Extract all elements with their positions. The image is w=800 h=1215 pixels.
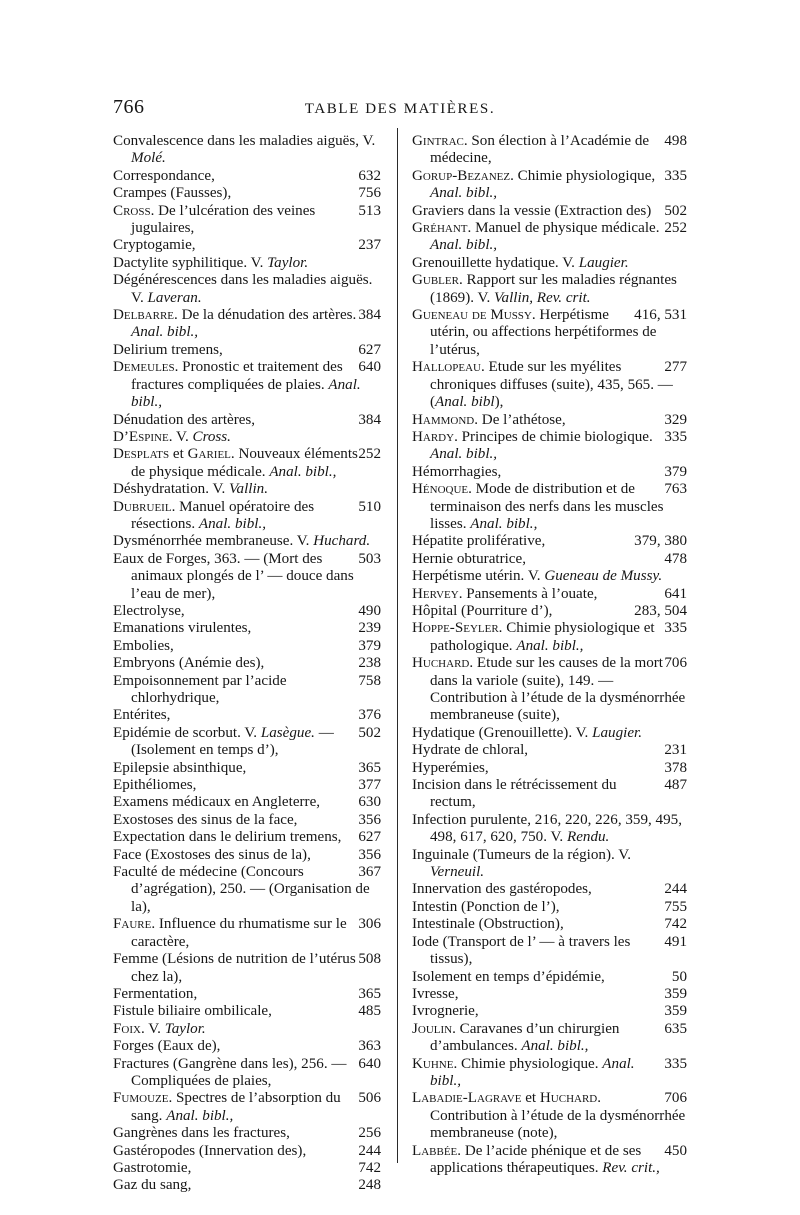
index-column-left bbox=[113, 133, 381, 1195]
index-entry bbox=[113, 1143, 381, 1160]
entry-text: ), bbox=[494, 394, 504, 411]
index-entry bbox=[113, 237, 381, 254]
entry-page-ref: 742 bbox=[664, 916, 687, 933]
index-entry bbox=[412, 1003, 687, 1020]
index-entry bbox=[412, 586, 687, 603]
index-entry bbox=[113, 725, 381, 760]
entry-text: Fistule biliaire ombilicale, bbox=[113, 1003, 272, 1020]
index-entry bbox=[113, 1177, 381, 1194]
entry-page-ref: 359 bbox=[664, 1003, 687, 1020]
entry-page-ref: 239 bbox=[358, 620, 381, 637]
index-entry bbox=[113, 916, 381, 951]
index-entry bbox=[412, 1090, 687, 1142]
entry-page-ref: 329 bbox=[664, 411, 687, 428]
entry-page-ref: 506 bbox=[358, 1090, 381, 1107]
entry-author: Labbée bbox=[412, 1142, 458, 1159]
entry-text: Embolies, bbox=[113, 637, 174, 654]
entry-text: . Spectres de l’absorption du sang. bbox=[131, 1090, 341, 1124]
running-head: TABLE DES MATIÈRES. bbox=[304, 101, 496, 117]
entry-author: Gariel bbox=[187, 446, 231, 463]
index-entry bbox=[113, 655, 381, 672]
entry-text: Emanations virulentes, bbox=[113, 620, 252, 637]
entry-author: Hardy bbox=[412, 428, 455, 445]
entry-page-ref: 450 bbox=[664, 1142, 687, 1159]
entry-page-ref: 379 bbox=[358, 637, 381, 654]
entry-author: Gorup-Bezanez bbox=[412, 167, 511, 184]
entry-page-ref: 416, 531 bbox=[634, 307, 687, 324]
entry-page-ref: 641 bbox=[664, 585, 687, 602]
entry-text: Convalescence dans les maladies aiguës, V. bbox=[113, 133, 376, 149]
index-entry bbox=[412, 620, 687, 655]
index-entry bbox=[113, 412, 381, 429]
entry-page-ref: 758 bbox=[358, 672, 381, 689]
index-entry bbox=[113, 673, 381, 708]
entry-page-ref: 755 bbox=[664, 898, 687, 915]
index-entry bbox=[412, 272, 687, 307]
entry-text: Hydatique (Grenouillette). V. bbox=[412, 724, 593, 741]
index-entry bbox=[412, 168, 687, 203]
entry-text: . Etude sur les causes de la mort dans la variole (suite), 149. — Contribution à l’étude de la dysménorrhée membraneuse (suite), bbox=[430, 655, 686, 724]
index-entry bbox=[113, 272, 381, 307]
index-entry bbox=[113, 986, 381, 1003]
entry-text: Anal. bibl., bbox=[269, 463, 337, 480]
entry-text: Hépatite proliférative, bbox=[412, 533, 546, 550]
index-entry bbox=[412, 812, 687, 847]
index-entry bbox=[113, 342, 381, 359]
entry-text: Cross. bbox=[192, 428, 231, 445]
entry-page-ref: 231 bbox=[664, 742, 687, 759]
entry-author: Fumouze bbox=[113, 1090, 169, 1107]
entry-text: Hyperémies, bbox=[412, 759, 489, 776]
entry-author: Hervey bbox=[412, 585, 459, 602]
entry-text: Laveran. bbox=[147, 289, 202, 306]
entry-text: Epidémie de scorbut. V. bbox=[113, 724, 261, 741]
entry-page-ref: 630 bbox=[358, 794, 381, 811]
index-entry bbox=[412, 742, 687, 759]
index-entry bbox=[113, 638, 381, 655]
entry-author: Faure bbox=[113, 916, 152, 933]
entry-text: . Caravanes d’un chirurgien d’ambulances. bbox=[430, 1020, 620, 1055]
entry-text: . Etude sur les myélites chroniques diffuses (suite), 435, 565. — ( bbox=[430, 359, 673, 411]
entry-text: Dégénérescences dans les maladies aiguës. V. bbox=[113, 272, 373, 306]
entry-text: Femme (Lésions de nutrition de l’utérus chez la), bbox=[113, 951, 356, 985]
entry-text: et bbox=[521, 1090, 540, 1107]
entry-text: Hernie obturatrice, bbox=[412, 550, 526, 567]
entry-text: . Mode de distribution et de terminaison des nerfs dans les muscles lisses. bbox=[430, 481, 664, 532]
entry-text: . De la dénudation des artères. bbox=[174, 307, 357, 324]
entry-page-ref: 365 bbox=[358, 759, 381, 776]
entry-author: Demeules bbox=[113, 359, 175, 376]
entry-text: Anal. bibl., bbox=[131, 324, 199, 341]
entry-page-ref: 367 bbox=[358, 864, 381, 881]
entry-page-ref: 490 bbox=[358, 602, 381, 619]
entry-page-ref: 335 bbox=[664, 620, 687, 637]
index-entry bbox=[412, 969, 687, 986]
entry-page-ref: 503 bbox=[358, 550, 381, 567]
index-entry bbox=[113, 707, 381, 724]
index-entry bbox=[113, 812, 381, 829]
entry-text: Gastrotomie, bbox=[113, 1159, 192, 1176]
entry-page-ref: 244 bbox=[358, 1142, 381, 1159]
entry-author: Gréhant bbox=[412, 220, 468, 237]
index-entry bbox=[412, 899, 687, 916]
entry-text: Gastéropodes (Innervation des), bbox=[113, 1142, 307, 1159]
entry-page-ref: 377 bbox=[358, 777, 381, 794]
entry-page-ref: 502 bbox=[664, 202, 687, 219]
entry-text: Molé. bbox=[131, 150, 166, 167]
entry-text: Iode (Transport de l’ — à travers les tissus), bbox=[412, 933, 631, 968]
entry-text: . De l’athétose, bbox=[474, 411, 566, 428]
index-entry bbox=[412, 934, 687, 969]
entry-text: Epithéliomes, bbox=[113, 777, 197, 794]
entry-text: Vallin, Rev. crit. bbox=[494, 289, 591, 306]
entry-author: Hallopeau bbox=[412, 359, 481, 376]
index-entry bbox=[113, 760, 381, 777]
entry-text: Epilepsie absinthique, bbox=[113, 759, 247, 776]
entry-page-ref: 238 bbox=[358, 655, 381, 672]
entry-text: Rev. crit., bbox=[602, 1159, 660, 1176]
entry-text: . Pronostic et traitement des fractures compliquées de plaies. bbox=[131, 359, 343, 393]
entry-text: . Manuel opératoire des résections. bbox=[131, 498, 315, 532]
index-entry bbox=[412, 464, 687, 481]
entry-page-ref: 283, 504 bbox=[634, 602, 687, 619]
entry-author: Cross bbox=[113, 202, 151, 219]
entry-text: . Influence du rhumatisme sur le caractère, bbox=[131, 916, 347, 950]
index-entry bbox=[113, 481, 381, 498]
entry-text: Déshydratation. V. bbox=[113, 481, 229, 498]
index-entry bbox=[412, 725, 687, 742]
entry-text: . Son élection à l’Académie de médecine, bbox=[430, 133, 650, 167]
entry-page-ref: 485 bbox=[358, 1003, 381, 1020]
entry-text: Anal. bibl., bbox=[198, 515, 266, 532]
index-entry bbox=[113, 847, 381, 864]
entry-text: Grenouillette hydatique. V. bbox=[412, 254, 579, 271]
entry-author: Hoppe-Seyler bbox=[412, 620, 499, 637]
entry-text: Hôpital (Pourriture d’), bbox=[412, 602, 553, 619]
entry-page-ref: 237 bbox=[358, 237, 381, 254]
entry-text: Isolement en temps d’épidémie, bbox=[412, 968, 605, 985]
index-entry bbox=[113, 1003, 381, 1020]
entry-text: Crampes (Fausses), bbox=[113, 185, 232, 202]
entry-text: Hydrate de chloral, bbox=[412, 742, 529, 759]
index-entry bbox=[412, 220, 687, 255]
entry-page-ref: 491 bbox=[664, 933, 687, 950]
entry-page-ref: 335 bbox=[664, 167, 687, 184]
entry-author: Gubler bbox=[412, 272, 459, 289]
entry-page-ref: 356 bbox=[358, 811, 381, 828]
entry-page-ref: 513 bbox=[358, 202, 381, 219]
entry-text: . V. bbox=[140, 1020, 165, 1037]
index-entry bbox=[412, 203, 687, 220]
index-entry bbox=[113, 168, 381, 185]
entry-author: D’Espine bbox=[113, 428, 169, 445]
entry-page-ref: 356 bbox=[358, 846, 381, 863]
index-entry bbox=[113, 1125, 381, 1142]
entry-text: . Pansements à l’ouate, bbox=[458, 585, 598, 602]
index-entry bbox=[412, 655, 687, 725]
entry-page-ref: 640 bbox=[358, 359, 381, 376]
index-entry bbox=[113, 951, 381, 986]
entry-page-ref: 252 bbox=[358, 446, 381, 463]
entry-page-ref: 706 bbox=[664, 655, 687, 672]
entry-text: Delirium tremens, bbox=[113, 341, 223, 358]
index-entry bbox=[412, 307, 687, 359]
index-entry bbox=[412, 481, 687, 533]
entry-page-ref: 756 bbox=[358, 185, 381, 202]
entry-page-ref: 379, 380 bbox=[634, 533, 687, 550]
entry-text: et bbox=[169, 446, 188, 463]
entry-page-ref: 365 bbox=[358, 985, 381, 1002]
index-entry bbox=[113, 1038, 381, 1055]
index-entry bbox=[412, 359, 687, 411]
entry-text: Anal. bibl., bbox=[516, 637, 584, 654]
entry-text: Intestinale (Obstruction), bbox=[412, 916, 564, 933]
index-entry bbox=[113, 603, 381, 620]
entry-text: Taylor. bbox=[267, 254, 309, 271]
entry-page-ref: 510 bbox=[358, 498, 381, 515]
entry-text: Exostoses des sinus de la face, bbox=[113, 811, 298, 828]
page-number: 766 bbox=[113, 96, 145, 118]
entry-text: Laugier. bbox=[592, 724, 643, 741]
entry-text: Anal. bibl., bbox=[430, 185, 498, 202]
index-entry bbox=[412, 777, 687, 812]
entry-text: Lasègue. bbox=[260, 724, 315, 741]
entry-text: Forges (Eaux de), bbox=[113, 1038, 221, 1055]
entry-text: Gangrènes dans les fractures, bbox=[113, 1125, 290, 1142]
entry-page-ref: 635 bbox=[664, 1020, 687, 1037]
entry-text: Gaz du sang, bbox=[113, 1177, 192, 1194]
index-entry bbox=[113, 307, 381, 342]
index-entry bbox=[412, 429, 687, 464]
entry-author: Desplats bbox=[113, 446, 170, 463]
entry-page-ref: 508 bbox=[358, 951, 381, 968]
index-entry bbox=[113, 829, 381, 846]
entry-text: Anal. bibl., bbox=[430, 237, 498, 254]
entry-author: Joulin bbox=[412, 1020, 453, 1037]
index-entry bbox=[113, 1056, 381, 1091]
entry-page-ref: 306 bbox=[358, 916, 381, 933]
entry-text: Empoisonnement par l’acide chlorhydrique, bbox=[113, 672, 287, 706]
index-entry bbox=[113, 429, 381, 446]
entry-text: Electrolyse, bbox=[113, 602, 185, 619]
entry-text: . Rapport sur les maladies régnantes (1869). V. bbox=[430, 272, 677, 306]
entry-page-ref: 632 bbox=[358, 167, 381, 184]
entry-page-ref: 244 bbox=[664, 881, 687, 898]
entry-page-ref: 498 bbox=[664, 133, 687, 149]
entry-author: Labadie-Lagrave bbox=[412, 1090, 522, 1107]
entry-text: Inguinale (Tumeurs de la région). V. bbox=[412, 846, 631, 863]
entry-text: . Contribution à l’étude de la dysménorrhée membraneuse (note), bbox=[430, 1090, 686, 1142]
index-entry bbox=[113, 255, 381, 272]
index-entry bbox=[412, 881, 687, 898]
entry-page-ref: 378 bbox=[664, 759, 687, 776]
entry-text: Dysménorrhée membraneuse. V. bbox=[113, 533, 314, 550]
index-entry bbox=[412, 255, 687, 272]
entry-page-ref: 277 bbox=[664, 359, 687, 376]
entry-text: . Chimie physiologique et pathologique. bbox=[430, 620, 655, 654]
entry-text: Laugier. bbox=[578, 254, 629, 271]
entry-text: Anal. bibl., bbox=[521, 1038, 589, 1055]
entry-author: Dubrueil bbox=[113, 498, 172, 515]
entry-text: Graviers dans la vessie (Extraction des) bbox=[412, 202, 652, 219]
entry-text: Expectation dans le delirium tremens, bbox=[113, 829, 342, 846]
index-entry bbox=[113, 446, 381, 481]
index-entry bbox=[113, 864, 381, 916]
entry-text: Eaux de Forges, 363. — (Mort des animaux plongés de l’ — douce dans l’eau de mer), bbox=[113, 550, 354, 602]
entry-author: Huchard bbox=[539, 1090, 598, 1107]
entry-author: Gueneau de Mussy bbox=[412, 307, 532, 324]
entry-text: Anal. bibl., bbox=[430, 1055, 635, 1089]
entry-text: Anal. bibl bbox=[435, 394, 495, 411]
index-entry bbox=[113, 1021, 381, 1038]
index-entry bbox=[113, 359, 381, 411]
entry-page-ref: 335 bbox=[664, 1055, 687, 1072]
index-entry bbox=[412, 568, 687, 585]
index-entry bbox=[113, 1090, 381, 1125]
entry-author: Gintrac bbox=[412, 133, 464, 149]
entry-text: Gueneau de Mussy. bbox=[544, 568, 663, 585]
index-entry bbox=[412, 603, 687, 620]
entry-page-ref: 627 bbox=[358, 341, 381, 358]
entry-page-ref: 379 bbox=[664, 463, 687, 480]
entry-text: Verneuil. bbox=[430, 864, 485, 881]
index-entry bbox=[113, 620, 381, 637]
entry-page-ref: 742 bbox=[358, 1159, 381, 1176]
entry-text: . Nouveaux éléments de physique médicale. bbox=[131, 446, 358, 480]
index-entry bbox=[412, 533, 687, 550]
entry-text: Rendu. bbox=[566, 829, 610, 846]
entry-page-ref: 384 bbox=[358, 411, 381, 428]
entry-page-ref: 640 bbox=[358, 1055, 381, 1072]
index-entry bbox=[113, 1160, 381, 1177]
entry-text: — (Isolement en temps d’), bbox=[131, 724, 334, 759]
index-entry bbox=[113, 794, 381, 811]
index-entry bbox=[113, 203, 381, 238]
entry-text: Faculté de médecine (Concours d’agrégation), 250. — (Organisation de la), bbox=[113, 864, 370, 915]
column-divider bbox=[397, 128, 398, 1163]
entry-page-ref: 478 bbox=[664, 550, 687, 567]
entry-text: Cryptogamie, bbox=[113, 237, 196, 254]
entry-text: Embryons (Anémie des), bbox=[113, 655, 265, 672]
index-entry bbox=[113, 133, 381, 168]
index-entry bbox=[113, 499, 381, 534]
entry-text: Huchard. bbox=[313, 533, 371, 550]
entry-author: Huchard bbox=[412, 655, 470, 672]
entry-text: Incision dans le rétrécissement du rectum, bbox=[412, 777, 617, 811]
entry-text: Intestin (Ponction de l’), bbox=[412, 898, 560, 915]
entry-page-ref: 502 bbox=[358, 724, 381, 741]
index-entry bbox=[113, 551, 381, 603]
entry-text: Vallin. bbox=[229, 481, 268, 498]
entry-page-ref: 487 bbox=[664, 777, 687, 794]
entry-author: Hénoque bbox=[412, 481, 469, 498]
entry-page-ref: 363 bbox=[358, 1038, 381, 1055]
entry-text: . Manuel de physique médicale. bbox=[467, 220, 660, 237]
entry-text: Anal. bibl., bbox=[131, 376, 361, 411]
index-entry bbox=[412, 133, 687, 168]
index-entry bbox=[412, 1056, 687, 1091]
entry-text: . De l’ulcération des veines jugulaires, bbox=[131, 202, 316, 237]
entry-text: Entérites, bbox=[113, 707, 171, 724]
entry-page-ref: 384 bbox=[358, 307, 381, 324]
entry-text: . Herpétisme utérin, ou affections herpétiformes de l’utérus, bbox=[430, 307, 657, 358]
index-entry bbox=[113, 533, 381, 550]
entry-text: Examens médicaux en Angleterre, bbox=[113, 794, 321, 811]
entry-text: Innervation des gastéropodes, bbox=[412, 881, 592, 898]
entry-text: . V. bbox=[168, 428, 193, 445]
entry-author: Foix bbox=[113, 1020, 141, 1037]
index-entry bbox=[412, 412, 687, 429]
entry-page-ref: 50 bbox=[671, 968, 687, 985]
entry-text: Anal. bibl., bbox=[470, 515, 538, 532]
entry-author: Kuhne bbox=[412, 1055, 454, 1072]
entry-text: . Chimie physiologique, bbox=[510, 167, 656, 184]
entry-text: Dénudation des artères, bbox=[113, 411, 256, 428]
entry-page-ref: 376 bbox=[358, 707, 381, 724]
entry-text: . Chimie physiologique. bbox=[453, 1055, 603, 1072]
index-entry bbox=[412, 760, 687, 777]
entry-page-ref: 627 bbox=[358, 829, 381, 846]
entry-page-ref: 359 bbox=[664, 985, 687, 1002]
entry-text: Face (Exostoses des sinus de la), bbox=[113, 846, 311, 863]
index-entry bbox=[412, 916, 687, 933]
entry-text: Anal. bibl., bbox=[166, 1107, 234, 1124]
entry-text: Anal. bibl., bbox=[430, 446, 498, 463]
index-entry bbox=[412, 551, 687, 568]
entry-text: Correspondance, bbox=[113, 167, 215, 184]
index-entry bbox=[113, 777, 381, 794]
entry-text: Ivrognerie, bbox=[412, 1003, 479, 1020]
entry-page-ref: 335 bbox=[664, 428, 687, 445]
entry-author: Delbarre bbox=[113, 307, 175, 324]
index-column-right bbox=[412, 133, 687, 1177]
entry-text: Ivresse, bbox=[412, 985, 459, 1002]
entry-text: Dactylite syphilitique. V. bbox=[113, 254, 268, 271]
index-entry bbox=[412, 986, 687, 1003]
entry-text: Hémorrhagies, bbox=[412, 463, 502, 480]
entry-text: . Principes de chimie biologique. bbox=[454, 428, 653, 445]
entry-text: Taylor. bbox=[164, 1020, 206, 1037]
index-entry bbox=[412, 1021, 687, 1056]
entry-text: Herpétisme utérin. V. bbox=[412, 568, 545, 585]
entry-page-ref: 252 bbox=[664, 220, 687, 237]
entry-text: Infection purulente, 216, 220, 226, 359, 495, 498, 617, 620, 750. V. bbox=[412, 811, 682, 846]
entry-author: Hammond bbox=[412, 411, 475, 428]
index-entry bbox=[113, 185, 381, 202]
entry-text: Fractures (Gangrène dans les), 256. — Compliquées de plaies, bbox=[113, 1055, 347, 1089]
entry-text: Fermentation, bbox=[113, 985, 198, 1002]
entry-page-ref: 248 bbox=[358, 1177, 381, 1194]
index-entry bbox=[412, 847, 687, 882]
entry-page-ref: 763 bbox=[664, 481, 687, 498]
entry-text: . De l’acide phénique et de ses applications thérapeutiques. bbox=[430, 1142, 642, 1176]
entry-page-ref: 256 bbox=[358, 1125, 381, 1142]
entry-page-ref: 706 bbox=[664, 1090, 687, 1107]
index-entry bbox=[412, 1143, 687, 1178]
